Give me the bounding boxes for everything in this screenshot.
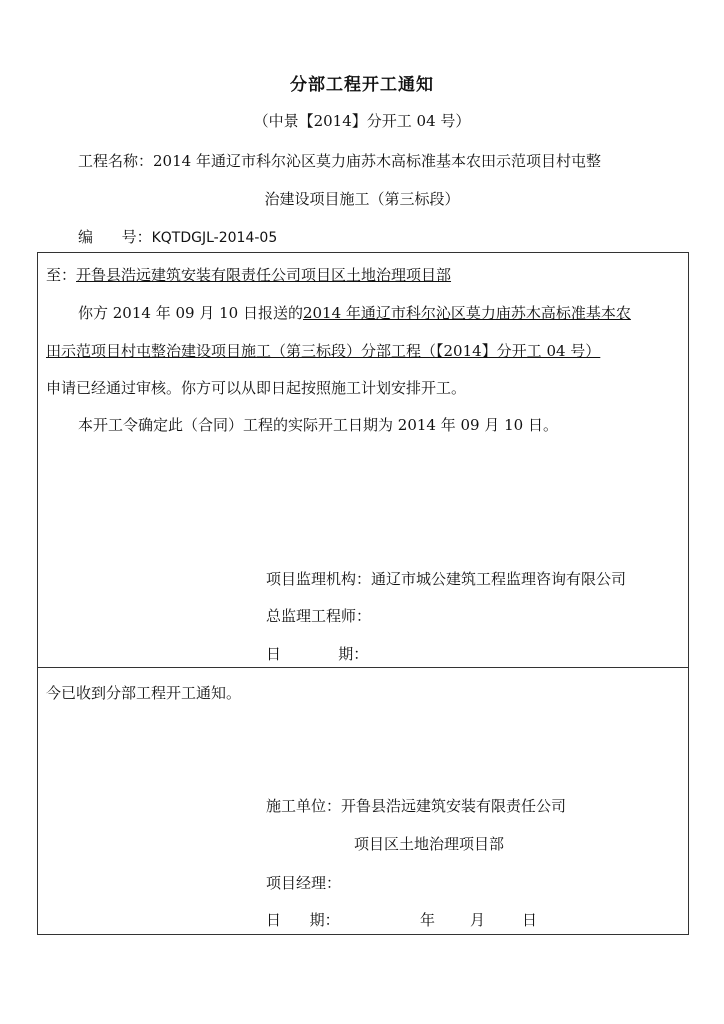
- supervisor-date: 日 期：: [266, 645, 369, 663]
- project-name-line1: [78, 150, 601, 171]
- document-number: （中景【2014】分开工 04 号）: [253, 112, 471, 130]
- code-line: [78, 226, 277, 247]
- paragraph1-line1: [78, 302, 631, 323]
- project-manager: 项目经理：: [266, 874, 342, 892]
- paragraph1-prefix: 你方 2014 年 09 月 10 日报送的: [78, 304, 303, 322]
- supervisor-org: 项目监理机构：通辽市城公建筑工程监理咨询有限公司: [266, 570, 627, 588]
- receipt-date-label: 日 期：: [266, 911, 340, 929]
- addressee-line: [46, 264, 451, 285]
- project-name-value-2: 治建设项目施工（第三标段）: [264, 190, 460, 208]
- to-label: 至：: [46, 266, 77, 284]
- chief-engineer: 总监理工程师：: [266, 607, 372, 625]
- code-label: 编 号：: [78, 228, 152, 246]
- receipt-year: 年: [420, 911, 436, 929]
- project-name-label: 工程名称：: [78, 152, 154, 170]
- paragraph1-end: 申请已经通过审核。你方可以从即日起按照施工计划安排开工。: [46, 379, 467, 397]
- addressee-value: 开鲁县浩远建筑安装有限责任公司项目区土地治理项目部: [76, 266, 452, 284]
- page-title: 分部工程开工通知: [290, 75, 434, 95]
- project-name-value-1: 2014 年通辽市科尔沁区莫力庙苏木高标准基本农田示范项目村屯整: [153, 152, 601, 170]
- paragraph2: 本开工令确定此（合同）工程的实际开工日期为 2014 年 09 月 10 日。: [78, 416, 558, 434]
- receipt-day: 日: [522, 911, 538, 929]
- paragraph1-project-ref-2: 田示范项目村屯整治建设项目施工（第三标段）分部工程（【2014】分开工 04 号）: [46, 342, 601, 360]
- receipt-text: 今已收到分部工程开工通知。: [46, 684, 242, 702]
- receipt-month: 月: [470, 911, 486, 929]
- code-value: KQTDGJL-2014-05: [151, 230, 278, 246]
- construction-unit-dept: 项目区土地治理项目部: [354, 835, 505, 853]
- paragraph1-project-ref-1: 2014 年通辽市科尔沁区莫力庙苏木高标准基本农: [302, 304, 631, 322]
- construction-unit: 施工单位：开鲁县浩远建筑安装有限责任公司: [266, 797, 567, 815]
